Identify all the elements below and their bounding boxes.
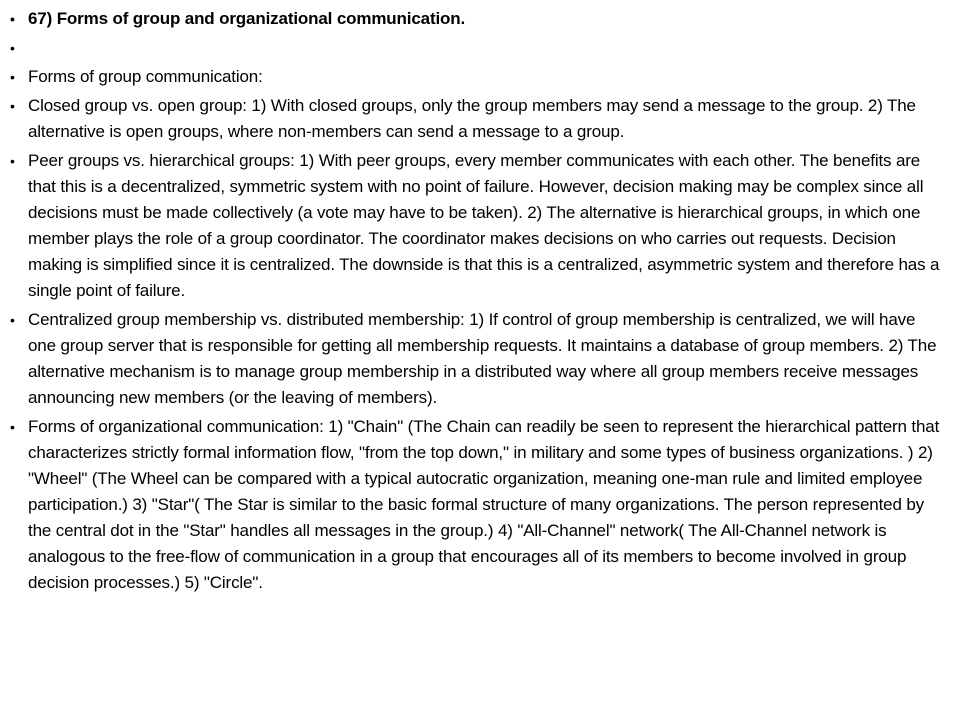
bullet-icon: • — [10, 40, 15, 56]
bullet-item — [8, 148, 942, 304]
bullet-icon: • — [10, 98, 15, 114]
bullet-icon: • — [10, 153, 15, 169]
empty-bullet-item — [8, 35, 942, 61]
bullet-list — [8, 6, 942, 596]
bullet-icon: • — [10, 312, 15, 328]
bullet-icon: • — [10, 69, 15, 85]
bullet-item — [8, 307, 942, 411]
organizational-communication-text: Forms of organizational communication: 1) "Chain" (The Chain can readily be seen to represent the hierarchical pattern that characterizes strictly formal information flow, "from the top down," in military and some types of business organizations. ) 2) "Wheel" (The Wheel can be compared with a typical autocratic organization, meaning one-man rule and limited employee participation.) 3) "Star"( The Star is similar to the basic formal structure of many organizations. The person represented by the central dot in the "Star" handles all messages in the group.) 4) "All-Channel" network( The All-Channel network is analogous to the free-flow of communication in a group that encourages all of its members to become involved in group decision processes.) 5) "Circle". — [28, 417, 940, 592]
slide-title: 67) Forms of group and organizational communication. — [28, 9, 466, 28]
bullet-item — [8, 414, 942, 596]
bullet-item — [8, 93, 942, 145]
closed-open-group-text: Closed group vs. open group: 1) With closed groups, only the group members may send a message to the group. 2) The alternative is open groups, where non-members can send a message to a group. — [28, 96, 916, 141]
peer-hierarchical-text: Peer groups vs. hierarchical groups: 1) With peer groups, every member communicates with each other. The benefits are that this is a decentralized, symmetric system with no point of failure. However, decision making may be complex since all decisions must be made collectively (a vote may have to be taken). 2) The alternative is hierarchical groups, in which one member plays the role of a group coordinator. The coordinator makes decisions on who carries out requests. Decision making is simplified since it is centralized. The downside is that this is a centralized, asymmetric system and therefore has a single point of failure. — [28, 151, 940, 300]
bullet-icon: • — [10, 11, 15, 27]
group-communication-heading: Forms of group communication: — [28, 67, 263, 86]
slide-title-item — [8, 6, 942, 32]
bullet-icon: • — [10, 419, 15, 435]
bullet-item — [8, 64, 942, 90]
membership-text: Centralized group membership vs. distributed membership: 1) If control of group membership is centralized, we will have one group server that is responsible for getting all membership requests. It maintains a database of group members. 2) The alternative mechanism is to manage group membership in a distributed way where all group members receive messages announcing new members (or the leaving of members). — [28, 310, 937, 407]
